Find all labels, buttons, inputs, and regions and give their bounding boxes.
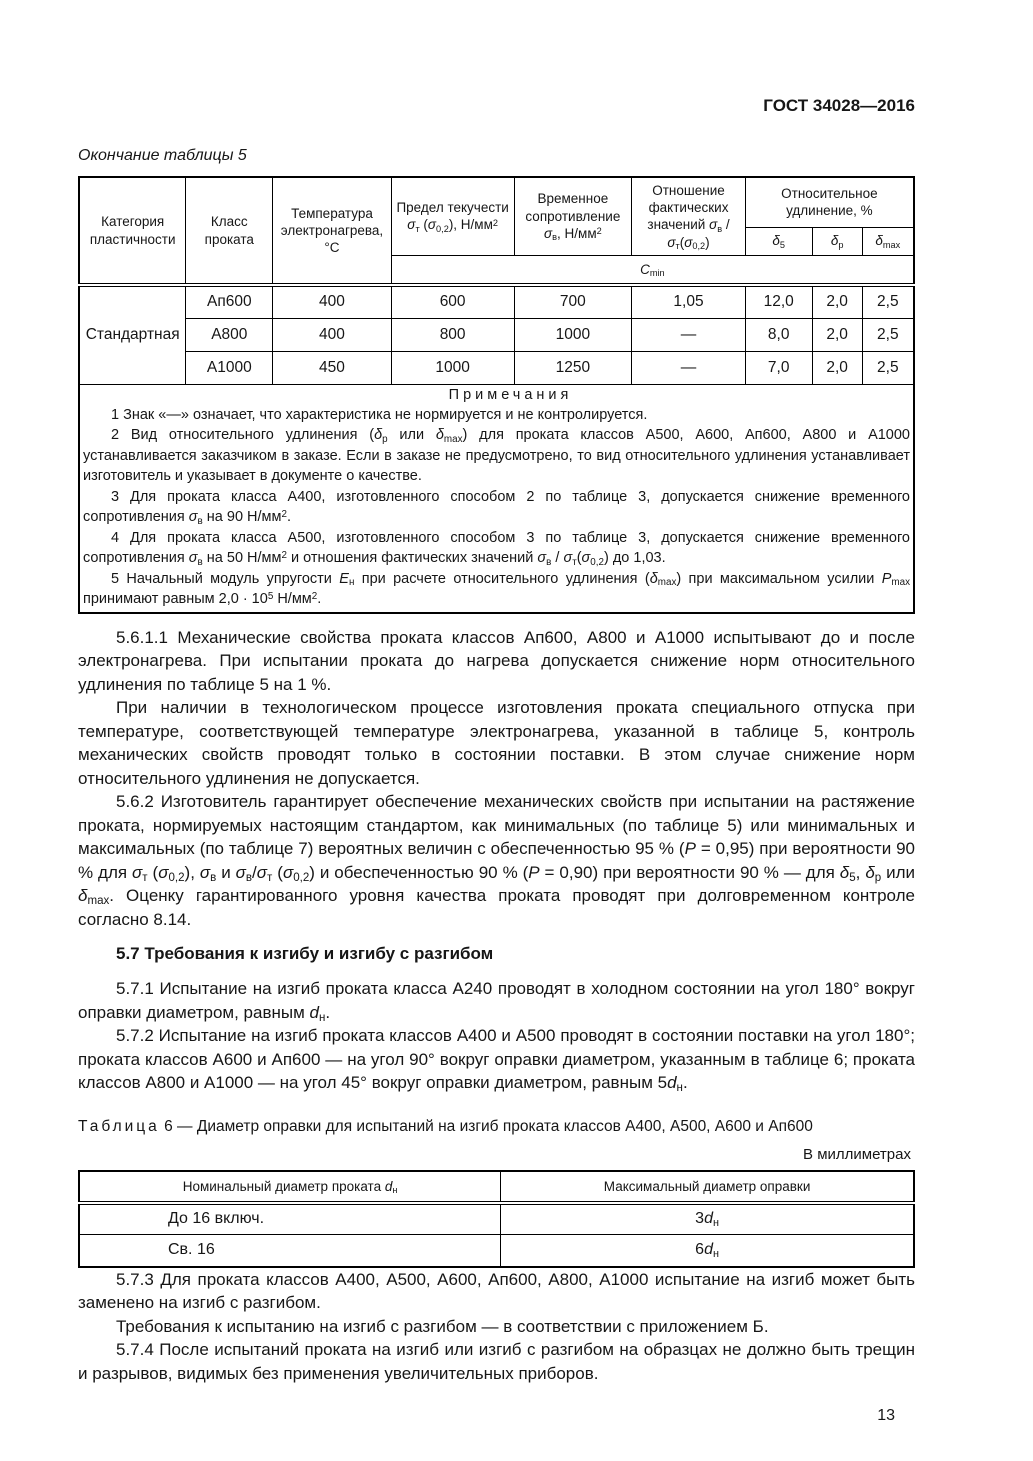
body-text xyxy=(78,626,915,1386)
table5-cell-category: Стандартная xyxy=(79,285,186,384)
table5-header-deltamax: $\delta_{max}$ xyxy=(862,227,914,255)
table5-cell-dmax: 2,5 xyxy=(862,285,914,318)
table5-cell-ratio: 1,05 xyxy=(632,285,746,318)
table5-cell-class: А800 xyxy=(186,318,273,351)
table5-cell-temp: 400 xyxy=(273,318,392,351)
note-1: 1 Знак «—» означает, что характеристика не нормируется и не контролируется. xyxy=(111,406,648,423)
table5-cell-class: А1000 xyxy=(186,351,273,384)
table6-caption-text: 6 — Диаметр оправки для испытаний на изгиб проката классов А400, А500, А600 и Ап600 xyxy=(164,1117,813,1135)
table5-cell-dmax: 2,5 xyxy=(862,351,914,384)
table6-caption-label: Таблица xyxy=(78,1117,160,1135)
table6 xyxy=(78,1170,915,1268)
section-heading-5-7: 5.7 Требования к изгибу и изгибу с разгибом xyxy=(116,944,494,963)
paragraph-5-6-1-1-cont: При наличии в технологическом процессе изготовления проката специального отпуска при температуре, соответствующей температуре электронагрева, указанной в таблице 5, контроль механических свойств проводят только в состоянии поставки. В этом случае снижение норм относительного удлинения не допускается. xyxy=(78,698,915,788)
note-3: 3 Для проката класса А400, изготовленного способом 2 по таблице 3, допускается снижение временного сопротивления $\sigma_в$ на 90 $Н/мм^2$. xyxy=(83,488,910,527)
table5-header-temperature: Температура электронагрева, °С xyxy=(273,177,392,285)
table5-cell-dp: 2,0 xyxy=(812,351,862,384)
table5-row-a1000 xyxy=(79,351,914,384)
page-content xyxy=(78,0,915,1425)
table6-cell-diameter: $6d_н$ xyxy=(501,1235,914,1267)
table5-cell-dmax: 2,5 xyxy=(862,318,914,351)
table5-cell-temp: 400 xyxy=(273,285,392,318)
table6-caption xyxy=(78,1118,915,1136)
units-note: В миллиметрах xyxy=(803,1145,911,1163)
paragraph-5-7-2: 5.7.2 Испытание на изгиб проката классов А400 и А500 проводят в состоянии поставки на угол 180°; проката классов А600 и Ап600 — на угол 90° вокруг оправки диаметром, указанным в таблице 6; проката классов А800 и А1000 — на угол 45° вокруг оправки диаметром, равным $5d_н$. xyxy=(78,1026,915,1095)
paragraph-5-6-2: 5.6.2 Изготовитель гарантирует обеспечение механических свойств при испытании на растяжение проката, нормируемых настоящим стандартом, как минимальных (по таблице 5) или минимальных и максимальных (по таблице 7) вероятных величин с обеспеченностью 95 % (P = 0,95) при вероятности 90 % для $\sigma_т$ $(\sigma_{0,2})$, $\sigma_в$ и $\sigma_в/\sigma_т$ $(\sigma_{0,2})$ и обеспеченностью 90 % (P = 0,90) при вероятности 90 % — для $\delta_5$, $\delta_р$ или $\delta_{max}$. Оценку гарантированного уровня качества проката проводят при долговременном контроле согласно 8.14. xyxy=(78,792,916,929)
note-5: 5 Начальный модуль упругости $Е_н$ при расчете относительного удлинения $(\delta_{max})$ при максимальном усилии $Р_{max}$ принимают равным $2,0 \cdot 10^5$ $Н/мм^2$. xyxy=(83,570,910,607)
notes-title: Примечания xyxy=(448,386,573,403)
paragraph-5-7-4: 5.7.4 После испытаний проката на изгиб или изгиб с разгибом на образцах не должно быть трещин и разрывов, видимых без применения увеличительных приборов. xyxy=(78,1340,915,1383)
table6-row-over16 xyxy=(79,1235,914,1267)
table5-cell-tensile: 1250 xyxy=(514,351,632,384)
table6-header-mandrel-diameter: Максимальный диаметр оправки xyxy=(501,1171,914,1203)
table5-header-ratio: Отношение фактических значений $\sigma_в / \sigma_т(\sigma_{0,2})$ xyxy=(632,177,746,255)
note-4: 4 Для проката класса А500, изготовленного способом 3 по таблице 3, допускается снижение временного сопротивления $\sigma_в$ на 50 $Н/мм^2$ и отношения фактических значений $\sigma_в / \sigma_т(\sigma_{0,2})$ до 1,03. xyxy=(83,529,910,568)
paragraph-5-6-1-1: 5.6.1.1 Механические свойства проката классов Ап600, А800 и А1000 испытывают до и после электронагрева. При испытании проката до нагрева допускается снижение норм относительного удлинения по таблице 5 на 1 %. xyxy=(78,627,915,694)
table5-header-deltap: $\delta_р$ xyxy=(812,227,862,255)
table5-cell-temp: 450 xyxy=(273,351,392,384)
table6-cell-range: До 16 включ. xyxy=(79,1203,501,1235)
table5-cell-tensile: 1000 xyxy=(514,318,632,351)
table5-cell-ratio: — xyxy=(632,351,746,384)
table5-cell-d5: 12,0 xyxy=(745,285,812,318)
table5-header-class: Класс проката xyxy=(186,177,273,285)
paragraph-5-7-1: 5.7.1 Испытание на изгиб проката класса А240 проводят в холодном состоянии на угол 180° вокруг оправки диаметром, равным $d_н$. xyxy=(78,979,915,1024)
table5-header-delta5: $\delta_5$ xyxy=(745,227,812,255)
page-number: 13 xyxy=(877,1407,895,1424)
table6-cell-range: Св. 16 xyxy=(79,1235,501,1267)
table5-cell-dp: 2,0 xyxy=(812,318,862,351)
table5-cell-yield: 1000 xyxy=(391,351,514,384)
table5 xyxy=(78,176,915,614)
table5-row-ap600 xyxy=(79,285,914,318)
table5-header-yield-strength: Предел текучести $\sigma_т$ $(\sigma_{0,2})$, $Н/мм^2$ xyxy=(391,177,514,255)
table5-cell-d5: 8,0 xyxy=(745,318,812,351)
table5-header-tensile-strength: Временное сопротивление $\sigma_в$, $Н/мм^2$ xyxy=(514,177,632,255)
table5-header-category: Категория пластичности xyxy=(79,177,186,285)
table5-cell-d5: 7,0 xyxy=(745,351,812,384)
table5-row-a800 xyxy=(79,318,914,351)
table6-header-nominal-diameter: Номинальный диаметр проката $d_н$ xyxy=(79,1171,501,1203)
table6-cell-diameter: $3d_н$ xyxy=(501,1203,914,1235)
doc-number: ГОСТ 34028—2016 xyxy=(763,96,915,115)
table5-notes xyxy=(79,384,914,613)
table5-continuation-caption: Окончание таблицы 5 xyxy=(78,147,247,164)
table5-header-elongation: Относительное удлинение, % xyxy=(745,177,914,227)
table5-cell-yield: 800 xyxy=(391,318,514,351)
table5-cell-yield: 600 xyxy=(391,285,514,318)
note-2: 2 Вид относительного удлинения ($\delta_р$ или $\delta_{max}$) для проката классов А500, А600, Ап600, А800 и А1000 устанавливается заказчиком в заказе. Если в заказе не предусмотрено, то вид относительного удлинения устанавливает изготовитель и указывает в документе о качестве. xyxy=(83,427,910,484)
table5-cell-ratio: — xyxy=(632,318,746,351)
table6-row-upto16 xyxy=(79,1203,914,1235)
table5-cell-dp: 2,0 xyxy=(812,285,862,318)
table5-cell-class: Ап600 xyxy=(186,285,273,318)
table5-cell-tensile: 700 xyxy=(514,285,632,318)
paragraph-5-7-3: 5.7.3 Для проката классов А400, А500, А600, Ап600, А800, А1000 испытание на изгиб может быть заменено на изгиб с разгибом. xyxy=(78,1269,915,1312)
paragraph-5-7-3-cont: Требования к испытанию на изгиб с разгибом — в соответствии с приложением Б. xyxy=(116,1316,769,1336)
table5-header-cmin: $С_{min}$ xyxy=(391,255,914,285)
